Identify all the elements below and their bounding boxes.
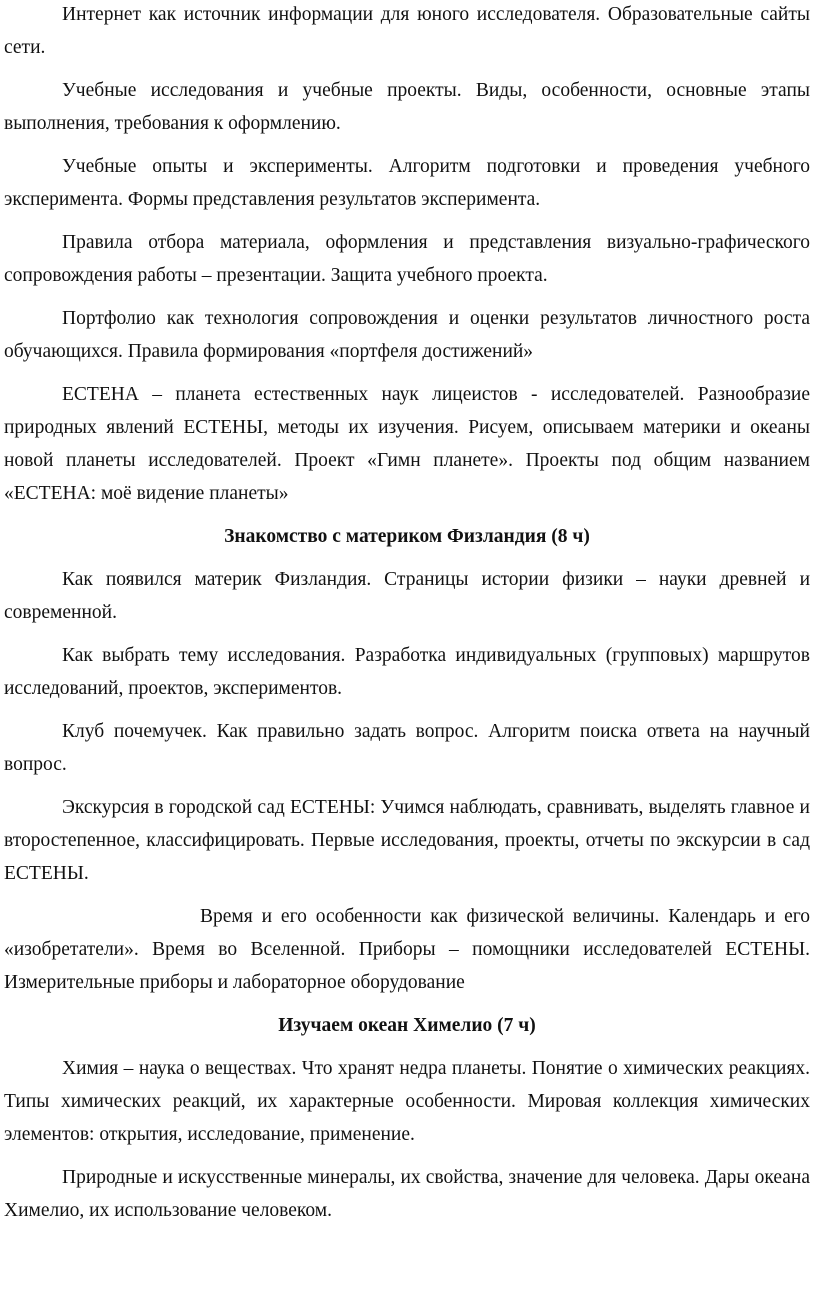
paragraph-internet-sources: Интернет как источник информации для юного исследователя. Образовательные сайты сети. [4,4,810,58]
paragraph-portfolio: Портфолио как технология сопровождения и оценки результатов личностного роста обучающихся. Правила формирования «портфеля достижений» [4,308,810,362]
paragraph-fizlandia-history: Как появился материк Физландия. Страницы истории физики – науки древней и современной. [4,569,810,623]
section-heading-fizlandia: Знакомство с материком Физландия (8 ч) [224,526,590,547]
paragraph-research-topic: Как выбрать тему исследования. Разработка индивидуальных (групповых) маршрутов исследований, проектов, экспериментов. [4,645,810,699]
paragraph-time-physics: Время и его особенности как физической величины. Календарь и его «изобретатели». Время во Вселенной. Приборы – помощники исследователей ЕСТЕНЫ. Измерительные приборы и лабораторное оборудование [4,906,810,993]
paragraph-question-club: Клуб почемучек. Как правильно задать вопрос. Алгоритм поиска ответа на научный вопрос. [4,721,810,775]
paragraph-estena-planet: ЕСТЕНА – планета естественных наук лицеистов - исследователей. Разнообразие природных явлений ЕСТЕНЫ, методы их изучения. Рисуем, описываем материки и океаны новой планеты исследователей. Проект «Гимн планете». Проекты под общим названием «ЕСТЕНА: моё видение планеты» [4,384,810,504]
paragraph-experiments: Учебные опыты и эксперименты. Алгоритм подготовки и проведения учебного эксперимента. Формы представления результатов эксперимента. [4,156,810,210]
paragraph-chemistry: Химия – наука о веществах. Что хранят недра планеты. Понятие о химических реакциях. Типы химических реакций, их характерные особенности. Мировая коллекция химических элементов: открытия, исследование, применение. [4,1058,810,1145]
paragraph-minerals: Природные и искусственные минералы, их свойства, значение для человека. Дары океана Химелио, их использование человеком. [4,1167,810,1221]
paragraph-presentation-rules: Правила отбора материала, оформления и представления визуально-графического сопровождения работы – презентации. Защита учебного проекта. [4,232,810,286]
paragraph-study-projects: Учебные исследования и учебные проекты. Виды, особенности, основные этапы выполнения, требования к оформлению. [4,80,810,134]
paragraph-garden-excursion: Экскурсия в городской сад ЕСТЕНЫ: Учимся наблюдать, сравнивать, выделять главное и второстепенное, классифицировать. Первые исследования, проекты, отчеты по экскурсии в сад ЕСТЕНЫ. [4,797,810,884]
section-heading-himelio: Изучаем океан Химелио (7 ч) [278,1015,536,1036]
